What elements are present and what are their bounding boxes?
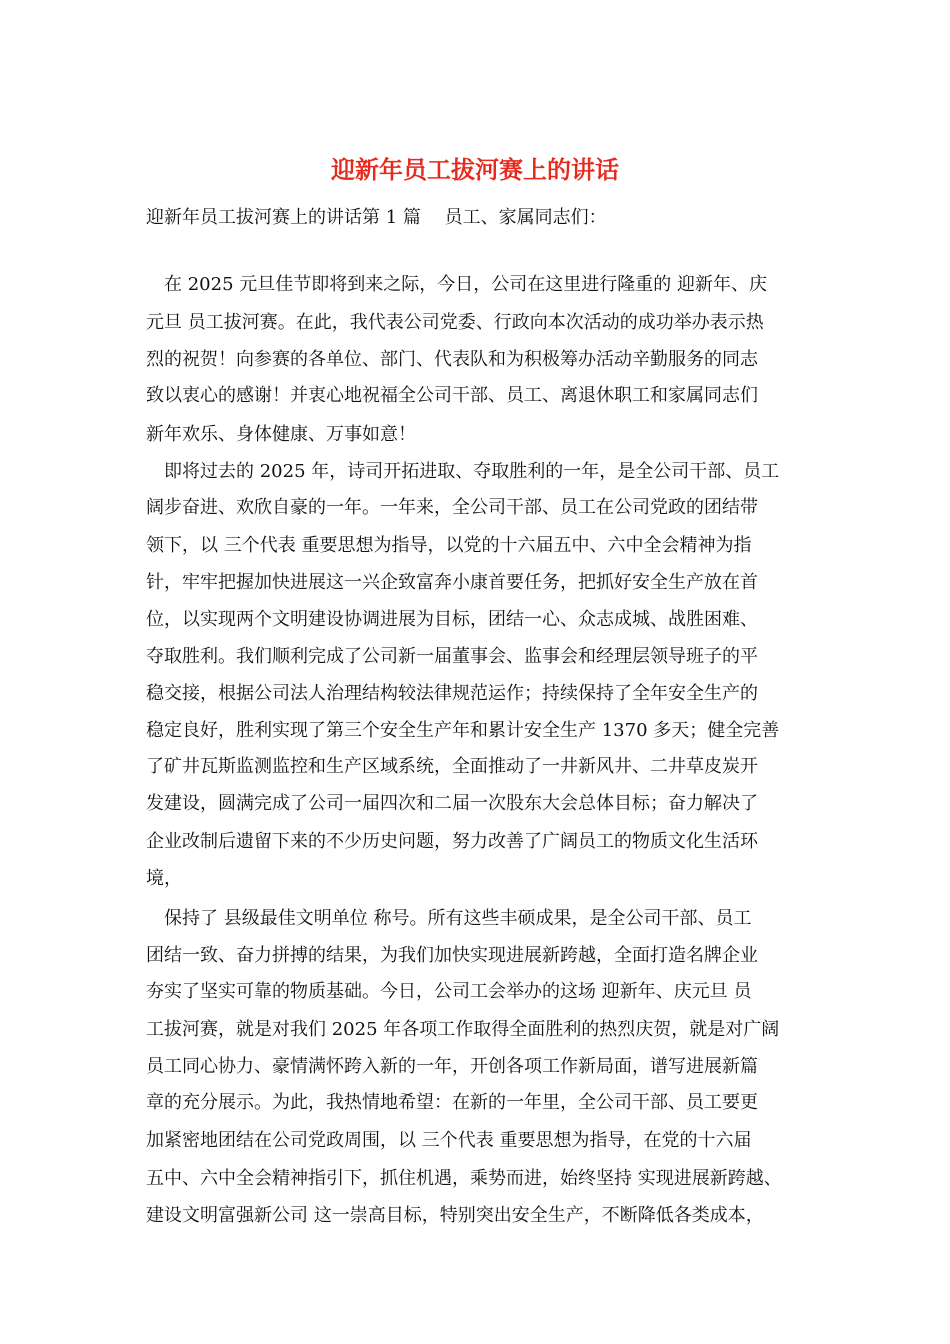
paragraph-line: 工拔河赛，就是对我们 2025 年各项工作取得全面胜利的热烈庆贺，就是对广阔 bbox=[146, 1019, 780, 1040]
paragraph-line: 章的充分展示。为此，我热情地希望：在新的一年里，全公司干部、员工要更 bbox=[146, 1092, 758, 1113]
paragraph-line: 阔步奋进、欢欣自豪的一年。一年来，全公司干部、员工在公司党政的团结带 bbox=[146, 497, 758, 518]
paragraph-line: 团结一致、奋力拼搏的结果，为我们加快实现进展新跨越，全面打造名牌企业 bbox=[146, 945, 758, 966]
paragraph-line: 建设文明富强新公司 这一崇高目标，特别突出安全生产，不断降低各类成本， bbox=[146, 1205, 764, 1226]
paragraph-line: 发建设，圆满完成了公司一届四次和二届一次股东大会总体目标；奋力解决了 bbox=[146, 793, 758, 814]
paragraph-line: 夯实了坚实可靠的物质基础。今日，公司工会举办的这场 迎新年、庆元旦 员 bbox=[146, 981, 752, 1002]
paragraph-line: 保持了 县级最佳文明单位 称号。所有这些丰硕成果，是全公司干部、员工 bbox=[146, 908, 752, 929]
paragraph-line: 位，以实现两个文明建设协调进展为目标，团结一心、众志成城、战胜困难、 bbox=[146, 609, 758, 630]
paragraph-line: 针，牢牢把握加快进展这一兴企致富奔小康首要任务，把抓好安全生产放在首 bbox=[146, 572, 758, 593]
paragraph-line: 领下，以 三个代表 重要思想为指导，以党的十六届五中、六中全会精神为指 bbox=[146, 535, 752, 556]
paragraph-line: 企业改制后遗留下来的不少历史问题，努力改善了广阔员工的物质文化生活环 bbox=[146, 831, 758, 852]
paragraph-line: 加紧密地团结在公司党政周围，以 三个代表 重要思想为指导，在党的十六届 bbox=[146, 1130, 752, 1151]
paragraph-line: 烈的祝贺！向参赛的各单位、部门、代表队和为积极筹办活动辛勤服务的同志 bbox=[146, 349, 758, 370]
paragraph-line: 在 2025 元旦佳节即将到来之际，今日，公司在这里进行隆重的 迎新年、庆 bbox=[146, 274, 767, 295]
paragraph-line: 即将过去的 2025 年，诗司开拓进取、夺取胜利的一年，是全公司干部、员工 bbox=[146, 461, 780, 482]
paragraph-line: 元旦 员工拔河赛。在此，我代表公司党委、行政向本次活动的成功举办表示热 bbox=[146, 312, 764, 333]
paragraph-line: 稳交接，根据公司法人治理结构较法律规范运作；持续保持了全年安全生产的 bbox=[146, 683, 758, 704]
paragraph-line: 境， bbox=[146, 868, 182, 889]
paragraph-line: 新年欢乐、身体健康、万事如意！ bbox=[146, 424, 416, 445]
paragraph-line: 员工同心协力、豪情满怀跨入新的一年，开创各项工作新局面，谱写进展新篇 bbox=[146, 1056, 758, 1077]
paragraph-line: 了矿井瓦斯监测监控和生产区域系统，全面推动了一井新风井、二井草皮炭开 bbox=[146, 756, 758, 777]
paragraph-line: 稳定良好，胜利实现了第三个安全生产年和累计安全生产 1370 多天；健全完善 bbox=[146, 720, 780, 741]
paragraph-line: 迎新年员工拔河赛上的讲话第 1 篇 员工、家属同志们： bbox=[146, 207, 607, 228]
paragraph-line: 致以衷心的感谢！并衷心地祝福全公司干部、员工、离退休职工和家属同志们 bbox=[146, 385, 758, 406]
document-title: 迎新年员工拔河赛上的讲话 bbox=[331, 155, 619, 184]
paragraph-line: 五中、六中全会精神指引下，抓住机遇，乘势而进，始终坚持 实现进展新跨越、 bbox=[146, 1168, 782, 1189]
paragraph-line: 夺取胜利。我们顺利完成了公司新一届董事会、监事会和经理层领导班子的平 bbox=[146, 646, 758, 667]
